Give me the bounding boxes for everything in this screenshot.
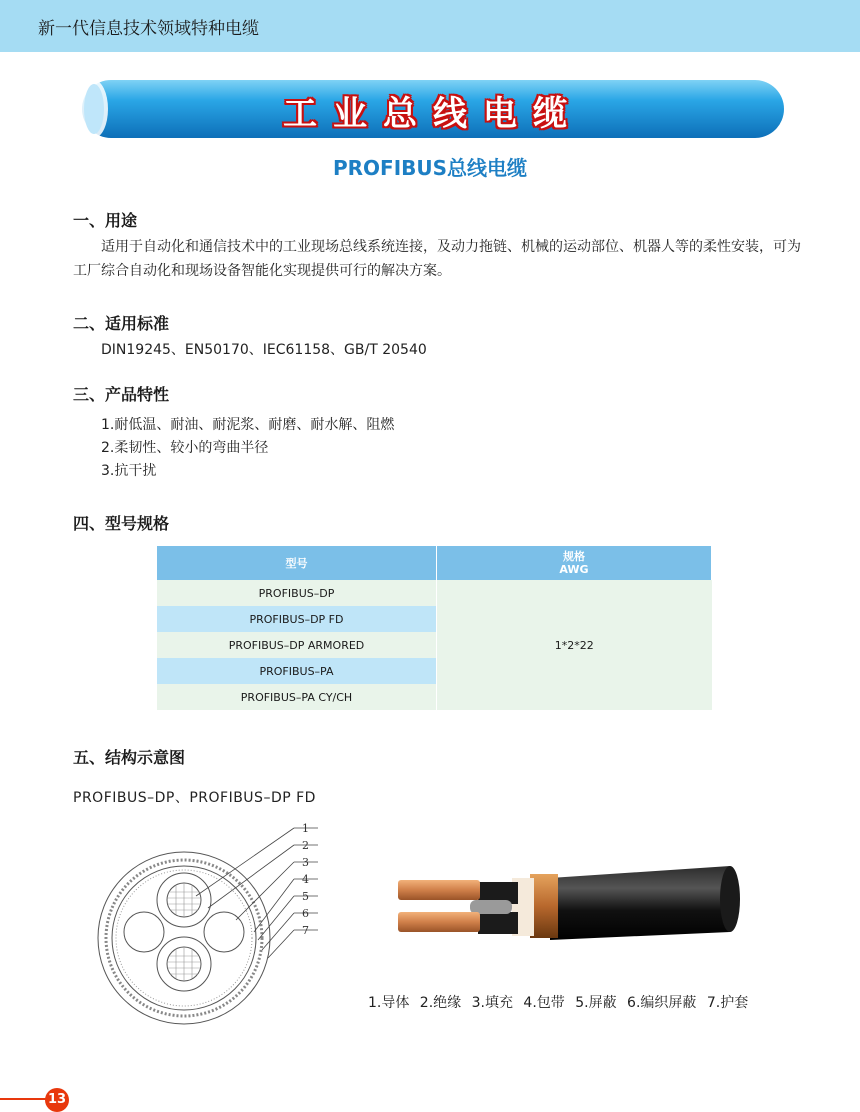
cable-illustration [390, 860, 745, 954]
structure-heading: 五、结构示意图 [73, 748, 186, 767]
col-header-spec-line2: AWG [559, 563, 589, 576]
col-header-spec-line1: 规格 [563, 550, 585, 563]
model-cell: PROFIBUS–PA CY/CH [157, 684, 437, 710]
page-number-rule [0, 1098, 46, 1100]
callout-6: 6 [302, 907, 309, 920]
structure-models-label: PROFIBUS–DP、PROFIBUS–DP FD [73, 790, 316, 806]
top-header-band [0, 0, 860, 52]
features-heading: 三、产品特性 [73, 385, 170, 404]
callout-3: 3 [302, 856, 309, 869]
feature-item: 2.柔韧性、较小的弯曲半径 [101, 440, 269, 456]
usage-text [73, 235, 803, 283]
col-header-model: 型号 [157, 546, 437, 580]
standards-text: DIN19245、EN50170、IEC61158、GB/T 20540 [101, 342, 427, 358]
cross-section-diagram [96, 820, 336, 1034]
usage-body: 适用于自动化和通信技术中的工业现场总线系统连接，及动力拖链、机械的运动部位、机器人等的柔性安装，可为工厂综合自动化和现场设备智能化实现提供可行的解决方案。 [73, 239, 801, 279]
model-cell: PROFIBUS–PA [157, 658, 437, 684]
callout-4: 4 [302, 873, 309, 886]
standards-heading: 二、适用标准 [73, 314, 170, 333]
model-cell: PROFIBUS–DP ARMORED [157, 632, 437, 658]
table-header-row [157, 546, 712, 580]
model-cell: PROFIBUS–DP [157, 580, 437, 606]
usage-heading: 一、用途 [73, 211, 138, 230]
specs-heading: 四、型号规格 [73, 514, 170, 533]
product-subtitle: PROFIBUS总线电缆 [332, 156, 528, 180]
title-banner [70, 78, 796, 140]
spec-table [157, 546, 712, 710]
awg-cell: 1*2*22 [437, 580, 712, 710]
structure-legend: 1.导体 2.绝缘 3.填充 4.包带 5.屏蔽 6.编织屏蔽 7.护套 [368, 995, 749, 1011]
col-header-spec [437, 546, 712, 580]
banner-title: 工业总线电缆 [283, 94, 583, 134]
feature-item: 3.抗干扰 [101, 463, 157, 479]
table-row [157, 580, 712, 606]
model-cell: PROFIBUS–DP FD [157, 606, 437, 632]
page-number: 13 [45, 1088, 69, 1112]
category-header: 新一代信息技术领域特种电缆 [38, 19, 259, 39]
callout-7: 7 [302, 924, 309, 937]
feature-item: 1.耐低温、耐油、耐泥浆、耐磨、耐水解、阻燃 [101, 417, 395, 433]
callout-5: 5 [302, 890, 309, 903]
callout-1: 1 [302, 822, 309, 835]
callout-2: 2 [302, 839, 309, 852]
